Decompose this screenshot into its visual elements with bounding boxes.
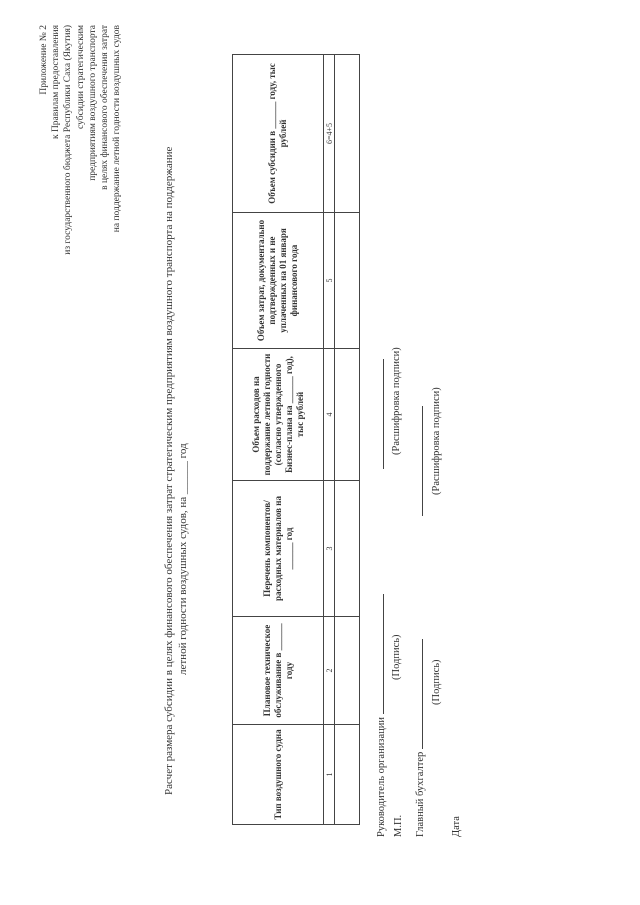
seal-label: М.П.	[393, 814, 404, 837]
head-decode-blank	[374, 359, 384, 469]
annex-line: к Правилам предоставления	[51, 25, 62, 140]
annex-line: в целях финансового обеспечения затрат	[100, 25, 111, 190]
header-cell: Объем субсидии в ______ году, тыс рублей	[233, 55, 324, 213]
empty-cell	[335, 725, 360, 825]
head-decode-caption: (Расшифровка подписи)	[391, 347, 402, 455]
acc-decode-blank	[413, 406, 423, 516]
annex-line: предприятиям воздушного транспорта	[87, 25, 98, 181]
accountant-signature-line	[413, 406, 427, 837]
annex-line: Приложение № 2	[39, 25, 49, 95]
head-label: Руководитель организации	[376, 717, 387, 837]
column-number: 6=4+5	[324, 55, 335, 213]
header-cell: Плановое техническое обслуживание в ______ году	[233, 617, 324, 725]
title-line-1: Расчет размера субсидии в целях финансового обеспечения затрат стратегическим предприятиям воздушного транспорта на поддержание	[163, 146, 175, 795]
column-number: 1	[324, 725, 335, 825]
column-number: 2	[324, 617, 335, 725]
empty-cell	[335, 349, 360, 481]
column-number: 3	[324, 481, 335, 617]
acc-decode-caption: (Расшифровка подписи)	[431, 387, 442, 495]
head-signature-line	[374, 359, 388, 837]
document-title	[162, 75, 190, 795]
table-header-row	[233, 55, 324, 825]
date-label: Дата	[451, 816, 462, 837]
header-cell: Перечень компонентов/расходных материалов на ______ год	[233, 481, 324, 617]
header-cell: Объем затрат, документально подтвержденных и не уплаченных на 01 января финансового года	[233, 213, 324, 349]
empty-cell	[335, 213, 360, 349]
head-sign-blank	[374, 594, 384, 714]
head-sign-caption: (Подпись)	[391, 634, 402, 680]
empty-cell	[335, 481, 360, 617]
table-empty-row	[335, 55, 360, 825]
annex-line: на поддержание летной годности воздушных судов	[112, 25, 123, 233]
annex-line: из государственного бюджета Республики Саха (Якутия)	[63, 25, 74, 255]
empty-cell	[335, 617, 360, 725]
annex-line: субсидии стратегическим	[75, 25, 86, 129]
header-cell: Тип воздушного судна	[233, 725, 324, 825]
annex-block	[38, 25, 123, 285]
table-number-row	[324, 55, 335, 825]
subsidy-table	[232, 54, 360, 825]
title-line-2: летной годности воздушных судов, на ______ год	[177, 443, 189, 675]
acc-sign-blank	[413, 639, 423, 749]
empty-cell	[335, 55, 360, 213]
column-number: 5	[324, 213, 335, 349]
acc-sign-caption: (Подпись)	[431, 659, 442, 705]
accountant-label: Главный бухгалтер	[415, 751, 426, 837]
header-cell: Объем расходов на поддержание летной годности (согласно утвержденного Бизнес-плана на ______ год), тыс рублей	[233, 349, 324, 481]
column-number: 4	[324, 349, 335, 481]
